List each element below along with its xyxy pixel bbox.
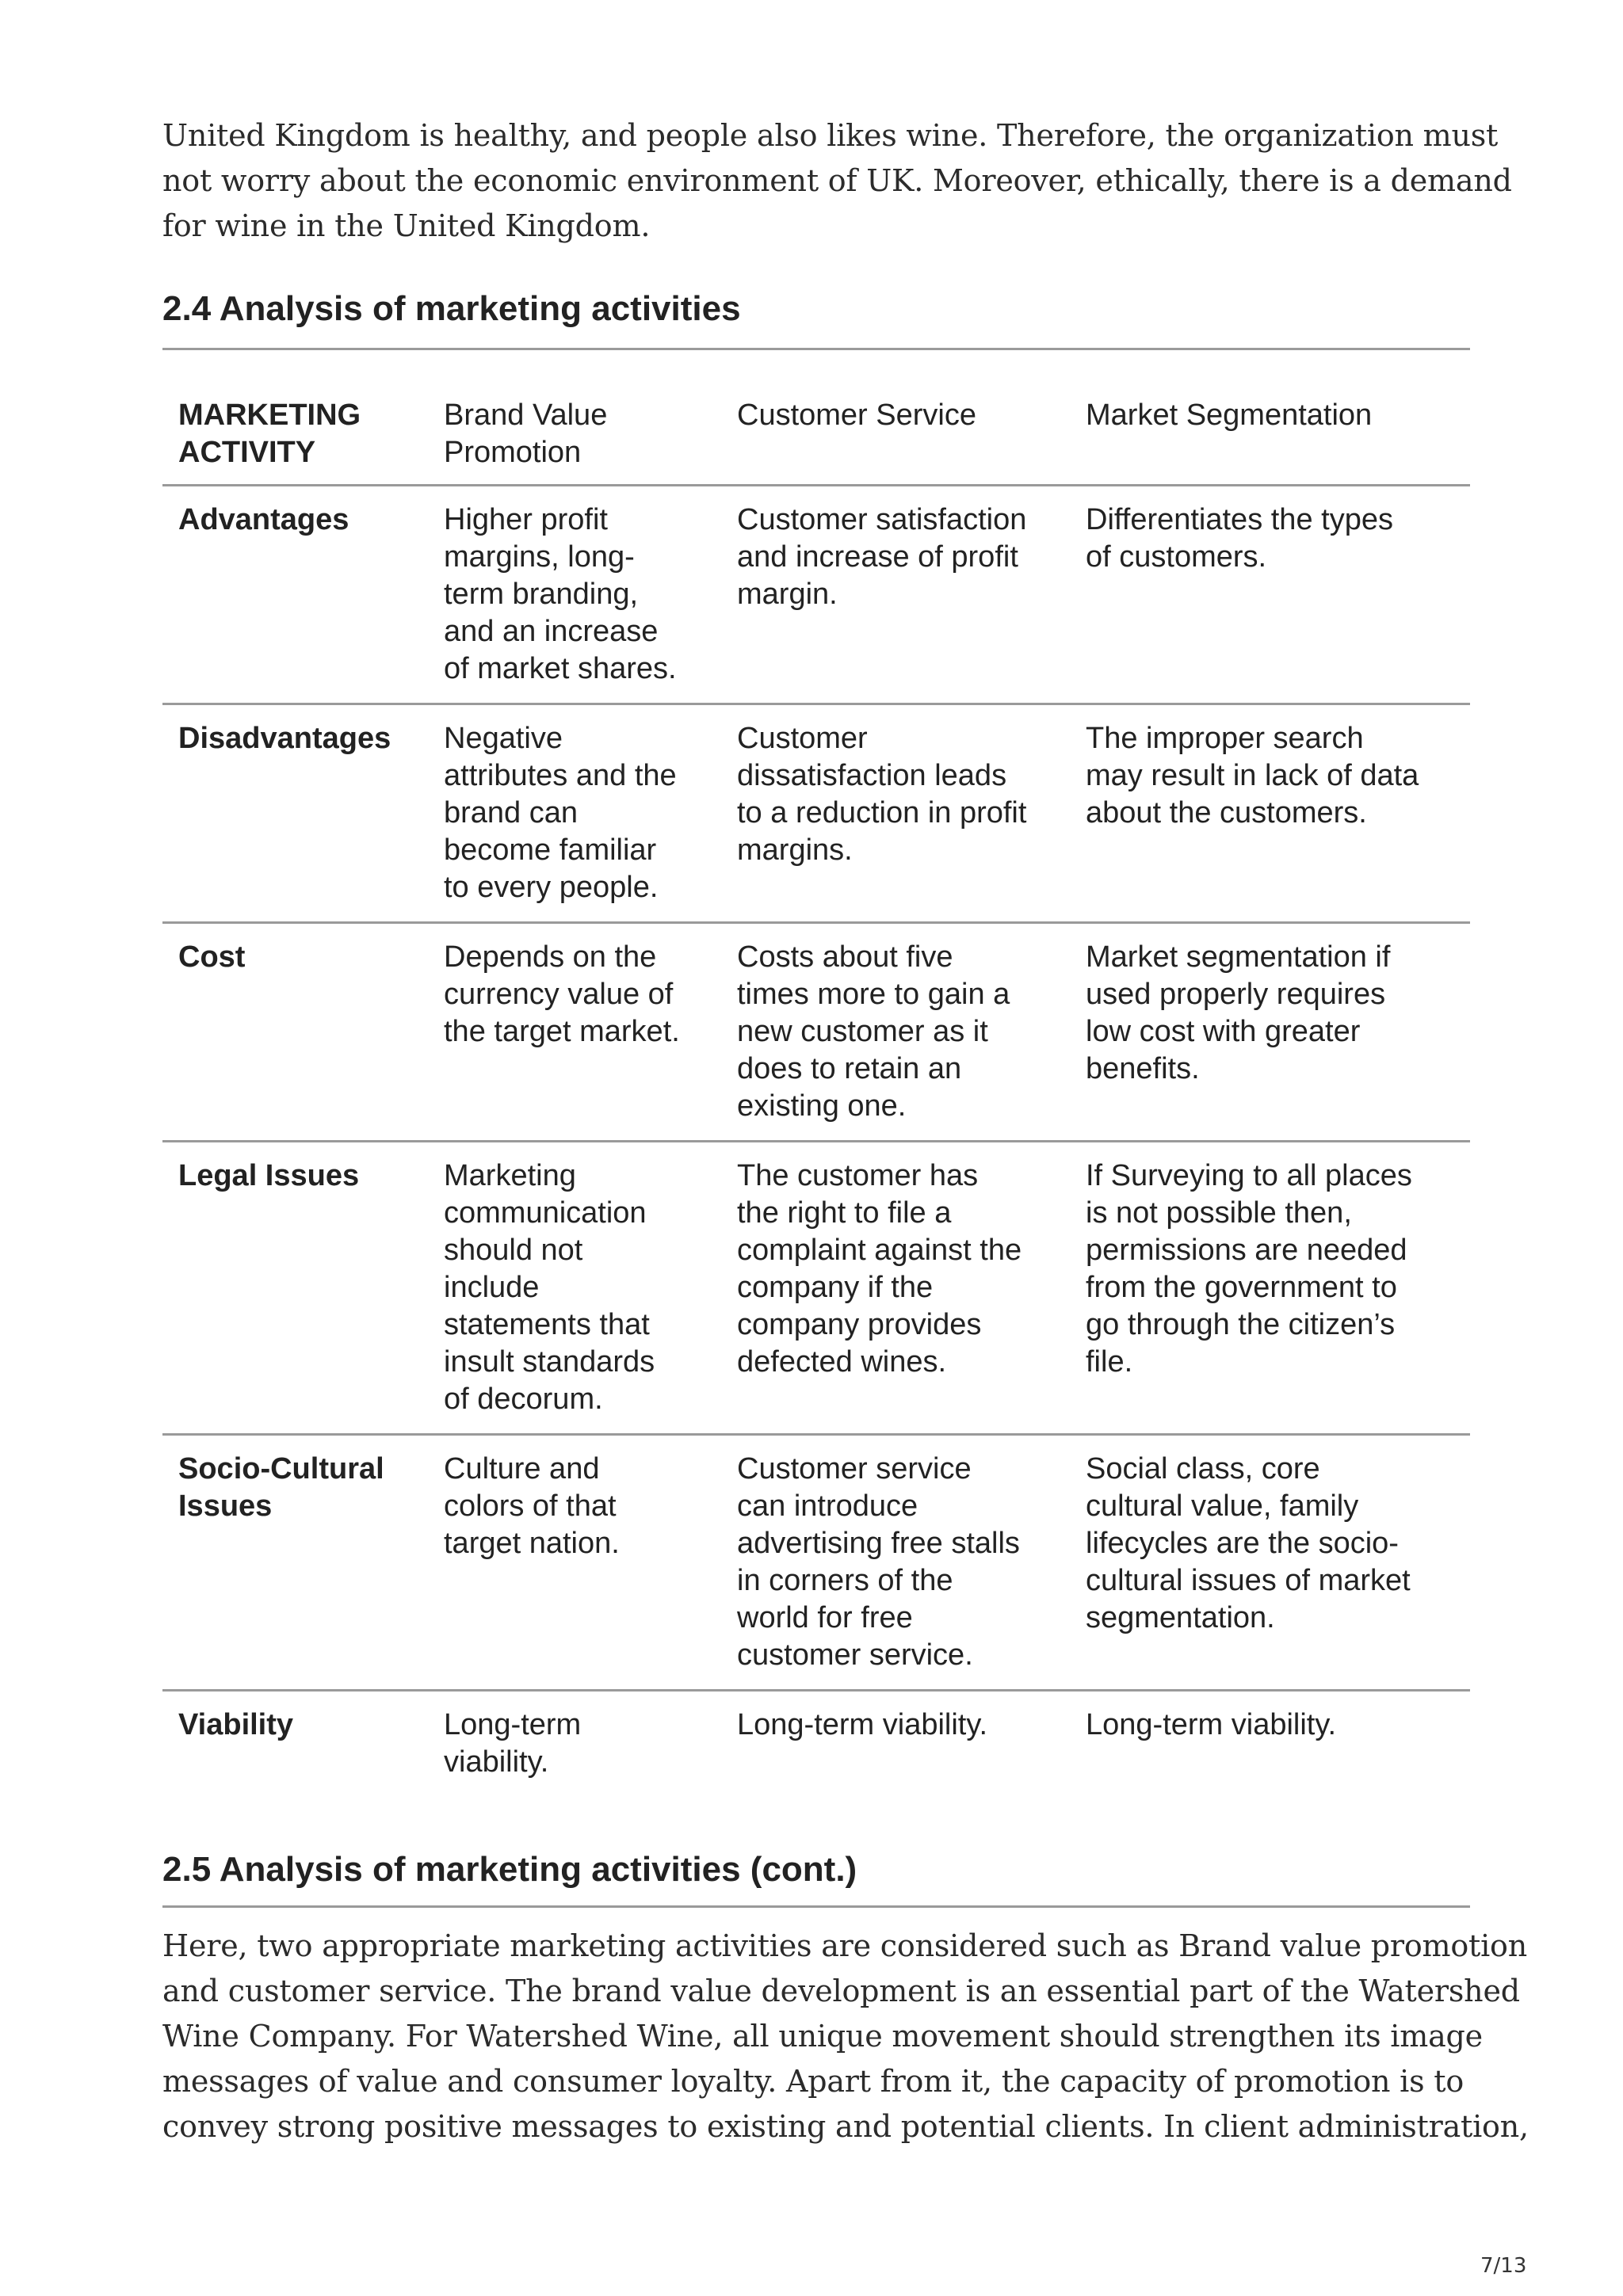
cell-text-line: advertising free stalls: [737, 1527, 1020, 1560]
cell-text-line: benefits.: [1086, 1052, 1200, 1085]
cell-text-line: Culture and: [444, 1452, 600, 1486]
cell-text-line: Market segmentation if: [1086, 940, 1391, 974]
table-cell: [444, 1142, 737, 1435]
row-label-cell: [162, 923, 444, 1142]
cell-text-line: from the government to: [1086, 1271, 1397, 1304]
cell-text-line: segmentation.: [1086, 1601, 1275, 1634]
cell-text-line: ACTIVITY: [178, 436, 316, 469]
table-row-advantages: [162, 486, 1470, 704]
cell-text-line: and increase of profit: [737, 540, 1018, 574]
page-number: 7/13: [1480, 2254, 1527, 2278]
cell-text-line: low cost with greater: [1086, 1015, 1361, 1048]
table-cell: [737, 1435, 1086, 1691]
row-label-cell: [162, 1691, 444, 1797]
cell-text-line: Social class, core: [1086, 1452, 1320, 1486]
cell-text-line: is not possible then,: [1086, 1196, 1352, 1230]
cell-text-line: can introduce: [737, 1489, 918, 1523]
cell-text-line: the right to file a: [737, 1196, 952, 1230]
cell-text-line: Long-term viability.: [737, 1708, 988, 1741]
marketing-activities-table: [162, 350, 1470, 1796]
cell-text-line: in corners of the: [737, 1564, 953, 1597]
cell-text-line: become familiar: [444, 833, 657, 867]
table-cell: [737, 1142, 1086, 1435]
closing-line: messages of value and consumer loyalty. Apart from it, the capacity of promotion is to: [162, 2064, 1465, 2099]
table-cell: [737, 486, 1086, 704]
table-row-cost: [162, 923, 1470, 1142]
cell-text-line: Disadvantages: [178, 722, 391, 755]
cell-text-line: brand can: [444, 796, 579, 830]
cell-text-line: colors of that: [444, 1489, 617, 1523]
cell-text-line: to every people.: [444, 871, 659, 904]
cell-text-line: Long-term: [444, 1708, 582, 1741]
table-cell: [444, 1691, 737, 1797]
cell-text-line: If Surveying to all places: [1086, 1159, 1412, 1192]
cell-text-line: world for free: [737, 1601, 913, 1634]
cell-text-line: Differentiates the types: [1086, 503, 1393, 536]
cell-text-line: target nation.: [444, 1527, 620, 1560]
cell-text-line: existing one.: [737, 1089, 907, 1123]
cell-text-line: Marketing: [444, 1159, 576, 1192]
cell-text-line: term branding,: [444, 578, 639, 611]
cell-text-line: The improper search: [1086, 722, 1364, 755]
cell-text-line: Viability: [178, 1708, 294, 1741]
cell-text-line: Market Segmentation: [1086, 399, 1373, 432]
cell-text-line: of decorum.: [444, 1383, 603, 1416]
cell-text-line: about the customers.: [1086, 796, 1367, 830]
table-row-disadvantages: [162, 704, 1470, 923]
closing-line: Wine Company. For Watershed Wine, all unique movement should strengthen its image: [162, 2019, 1483, 2054]
table-cell: [1086, 486, 1470, 704]
cell-text-line: include: [444, 1271, 540, 1304]
table-cell: [1086, 1142, 1470, 1435]
intro-line: for wine in the United Kingdom.: [162, 208, 651, 243]
table-cell: [1086, 1435, 1470, 1691]
cell-text-line: used properly requires: [1086, 978, 1386, 1011]
cell-text-line: Negative: [444, 722, 563, 755]
cell-text-line: defected wines.: [737, 1345, 947, 1379]
cell-text-line: company provides: [737, 1308, 982, 1341]
cell-text-line: Customer Service: [737, 399, 976, 432]
cell-text-line: dissatisfaction leads: [737, 759, 1007, 792]
row-label-cell: [162, 1435, 444, 1691]
row-label-cell: [162, 1142, 444, 1435]
cell-text-line: customer service.: [737, 1638, 973, 1672]
table-cell: [737, 704, 1086, 923]
cell-text-line: does to retain an: [737, 1052, 962, 1085]
header-cell-customer-service: [737, 350, 1086, 486]
cell-text-line: The customer has: [737, 1159, 979, 1192]
closing-line: convey strong positive messages to existing and potential clients. In client administration,: [162, 2109, 1529, 2144]
table-cell: [444, 923, 737, 1142]
table-row-legal-issues: [162, 1142, 1470, 1435]
cell-text-line: margins, long-: [444, 540, 635, 574]
cell-text-line: of customers.: [1086, 540, 1267, 574]
cell-text-line: Issues: [178, 1489, 273, 1523]
intro-line: not worry about the economic environment of UK. Moreover, ethically, there is a demand: [162, 163, 1512, 198]
section-heading-2-5: 2.5 Analysis of marketing activities (cont.): [162, 1850, 857, 1889]
intro-paragraph: [162, 113, 1512, 249]
cell-text-line: permissions are needed: [1086, 1234, 1407, 1267]
cell-text-line: viability.: [444, 1745, 549, 1779]
cell-text-line: Higher profit: [444, 503, 608, 536]
closing-line: and customer service. The brand value development is an essential part of the Watershed: [162, 1974, 1520, 2008]
cell-text-line: communication: [444, 1196, 647, 1230]
cell-text-line: statements that: [444, 1308, 650, 1341]
cell-text-line: and an increase: [444, 615, 659, 648]
cell-text-line: Promotion: [444, 436, 582, 469]
cell-text-line: Brand Value: [444, 399, 608, 432]
cell-text-line: Costs about five: [737, 940, 953, 974]
section-divider: [162, 1905, 1470, 1908]
intro-line: United Kingdom is healthy, and people also likes wine. Therefore, the organization must: [162, 118, 1499, 153]
closing-line: Here, two appropriate marketing activities are considered such as Brand value promotion: [162, 1928, 1528, 1963]
cell-text-line: currency value of: [444, 978, 674, 1011]
row-label-cell: [162, 486, 444, 704]
row-label-cell: [162, 704, 444, 923]
cell-text-line: Long-term viability.: [1086, 1708, 1337, 1741]
table-row-viability: [162, 1691, 1470, 1797]
cell-text-line: new customer as it: [737, 1015, 988, 1048]
table-cell: [444, 704, 737, 923]
cell-text-line: Customer: [737, 722, 868, 755]
cell-text-line: file.: [1086, 1345, 1133, 1379]
table-cell: [737, 923, 1086, 1142]
table-cell: [444, 1435, 737, 1691]
closing-paragraph: [162, 1924, 1529, 2149]
cell-text-line: Depends on the: [444, 940, 657, 974]
cell-text-line: the target market.: [444, 1015, 680, 1048]
cell-text-line: should not: [444, 1234, 583, 1267]
cell-text-line: attributes and the: [444, 759, 677, 792]
cell-text-line: Customer satisfaction: [737, 503, 1027, 536]
cell-text-line: Legal Issues: [178, 1159, 360, 1192]
cell-text-line: margins.: [737, 833, 853, 867]
table-header-row: [162, 350, 1470, 486]
cell-text-line: insult standards: [444, 1345, 655, 1379]
cell-text-line: times more to gain a: [737, 978, 1010, 1011]
section-heading-2-4: 2.4 Analysis of marketing activities: [162, 289, 741, 328]
header-label-cell: [162, 350, 444, 486]
table-row-socio-cultural-issues: [162, 1435, 1470, 1691]
table-cell: [1086, 923, 1470, 1142]
cell-text-line: cultural value, family: [1086, 1489, 1359, 1523]
cell-text-line: margin.: [737, 578, 838, 611]
cell-text-line: go through the citizen’s: [1086, 1308, 1396, 1341]
cell-text-line: Socio-Cultural: [178, 1452, 384, 1486]
cell-text-line: to a reduction in profit: [737, 796, 1027, 830]
header-cell-market-segmentation: [1086, 350, 1470, 486]
cell-text-line: cultural issues of market: [1086, 1564, 1411, 1597]
cell-text-line: Advantages: [178, 503, 349, 536]
cell-text-line: company if the: [737, 1271, 934, 1304]
table-cell: [1086, 1691, 1470, 1797]
cell-text-line: may result in lack of data: [1086, 759, 1419, 792]
cell-text-line: Cost: [178, 940, 246, 974]
cell-text-line: MARKETING: [178, 399, 361, 432]
table-cell: [1086, 704, 1470, 923]
table-cell: [737, 1691, 1086, 1797]
table-cell: [444, 486, 737, 704]
cell-text-line: of market shares.: [444, 652, 677, 685]
cell-text-line: complaint against the: [737, 1234, 1022, 1267]
cell-text-line: lifecycles are the socio-: [1086, 1527, 1399, 1560]
cell-text-line: Customer service: [737, 1452, 972, 1486]
header-cell-brand-value-promotion: [444, 350, 737, 486]
